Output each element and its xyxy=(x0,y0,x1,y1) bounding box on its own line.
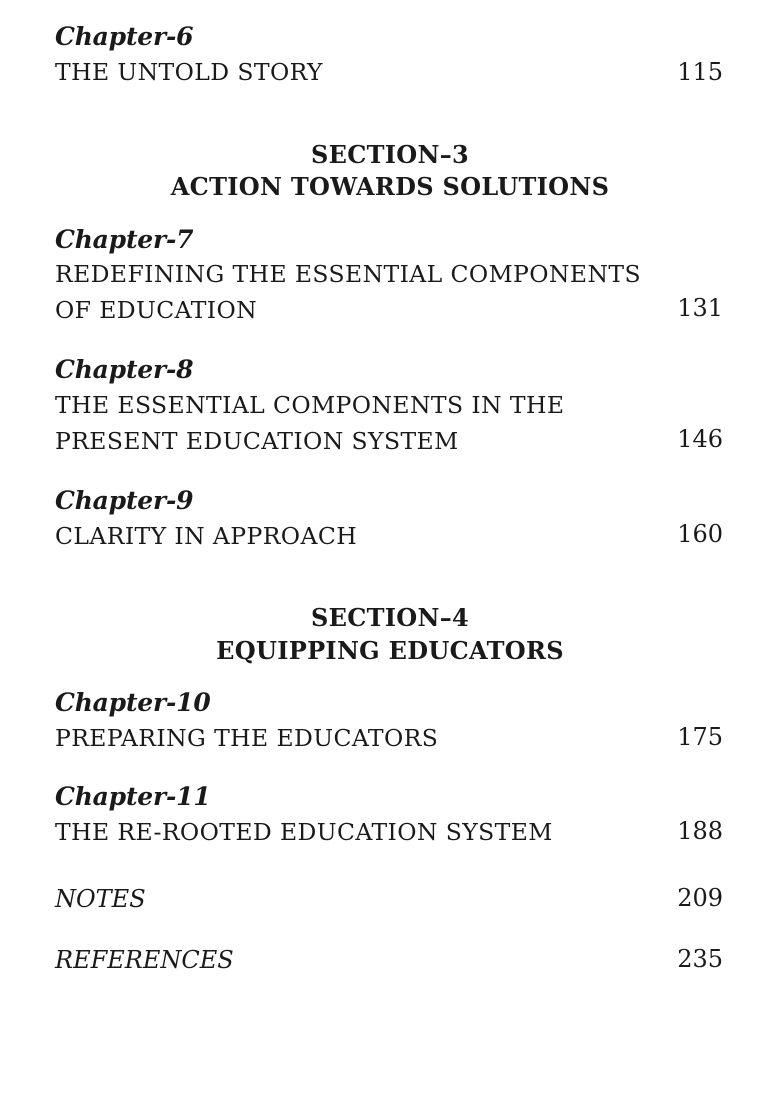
chapter-7-title-line-1: REDEFINING THE ESSENTIAL COMPONENTS xyxy=(55,260,641,288)
notes-page: 209 xyxy=(677,884,723,912)
chapter-6-label: Chapter-6 xyxy=(55,22,194,51)
chapter-7-label: Chapter-7 xyxy=(55,225,194,254)
chapter-10-title: PREPARING THE EDUCATORS xyxy=(55,724,439,752)
chapter-7-page: 131 xyxy=(677,294,723,322)
chapter-6-page: 115 xyxy=(677,58,723,86)
chapter-8-title-line-1: THE ESSENTIAL COMPONENTS IN THE xyxy=(55,391,565,419)
notes-label: NOTES xyxy=(55,885,146,913)
chapter-9-title: CLARITY IN APPROACH xyxy=(55,522,358,550)
chapter-10-page: 175 xyxy=(677,723,723,751)
section-4-title: EQUIPPING EDUCATORS xyxy=(216,636,564,665)
references-page: 235 xyxy=(677,945,723,973)
chapter-11-label: Chapter-11 xyxy=(55,782,211,811)
chapter-7-title-line-2: OF EDUCATION xyxy=(55,296,258,324)
chapter-6-title: THE UNTOLD STORY xyxy=(55,58,323,86)
chapter-11-title: THE RE-ROOTED EDUCATION SYSTEM xyxy=(55,818,553,846)
chapter-8-page: 146 xyxy=(677,425,723,453)
section-3-heading: SECTION–3 xyxy=(310,140,470,169)
chapter-9-label: Chapter-9 xyxy=(55,486,194,515)
section-3-title: ACTION TOWARDS SOLUTIONS xyxy=(170,172,610,201)
chapter-9-page: 160 xyxy=(677,520,723,548)
chapter-8-label: Chapter-8 xyxy=(55,355,194,384)
chapter-10-label: Chapter-10 xyxy=(55,688,211,717)
chapter-8-title-line-2: PRESENT EDUCATION SYSTEM xyxy=(55,427,459,455)
references-label: REFERENCES xyxy=(55,946,234,974)
section-4-heading: SECTION–4 xyxy=(310,603,470,632)
chapter-11-page: 188 xyxy=(677,817,723,845)
